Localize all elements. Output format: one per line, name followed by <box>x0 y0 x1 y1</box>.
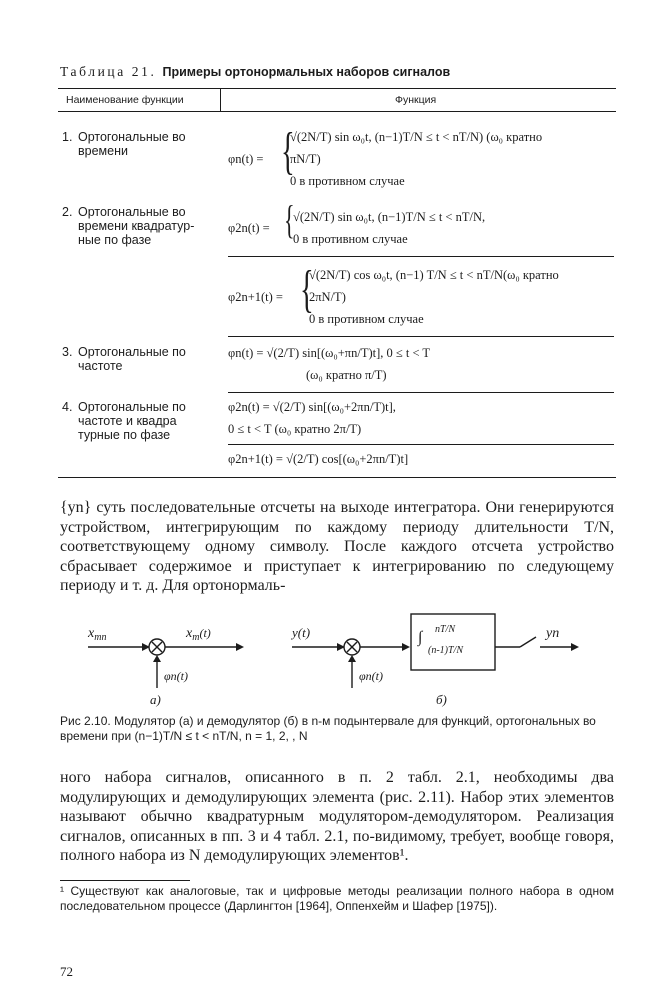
integrator-box <box>411 614 495 670</box>
formula-row-divider-4 <box>228 392 614 393</box>
demod-input-label: y(t) <box>292 625 311 640</box>
footnote: ¹ Существуют как аналоговые, так и цифровые методы реализации полного набора в одном последовательном процессе (Дарлингтон [1964], Оппенхейм и Шафер [1975]). <box>60 884 614 913</box>
mod-output-label: $x_m(t)$ <box>186 626 211 643</box>
formula-4b-line-1: φ2n+1(t) = √(2/T) cos[(ω₀+2πn/T)t] <box>228 452 409 466</box>
formula-1-line-2: πN/T) <box>290 152 321 166</box>
demod-phi-label: φn(t) <box>359 669 383 683</box>
formula-1-brace: { <box>281 123 295 180</box>
table-row-2-name: 2. Ортогональные во времени квадратур-ные по фазе <box>62 205 195 247</box>
table-header-rule <box>58 111 616 112</box>
table-header-divider <box>220 88 221 111</box>
footnote-rule <box>60 880 190 881</box>
body-paragraph-1: {yn} суть последовательные отсчеты на выходе интегратора. Они генерируются устройством, интегрирующим по каждому периоду длительности T/N, соответствующему одному символу. После каждого отсчета устройство сбрасывает содержимое и приступает к интегрированию по следующему периоду и т. д. Для ортонормаль- <box>60 499 614 594</box>
formula-3-line-1: φn(t) = √(2/T) sin[(ω₀+πn/T)t], 0 ≤ t < T <box>228 346 431 360</box>
formula-2-divider <box>228 256 614 257</box>
table-caption-title: Примеры ортонормальных наборов сигналов <box>162 65 451 79</box>
formula-2b-lhs: φ2n+1(t) = <box>228 290 283 304</box>
body-paragraph-2: ного набора сигналов, описанного в п. 2 табл. 2.1, необходимы два модулирующих и демодулирующих элемента (рис. 2.11). Набор этих элементов называют обычно квадратурным модулятором-демодулятором. Реализация сигналов, описанных в пп. 3 и 4 табл. 2.1, по-видимому, требует, вообще говоря, полного набора из N демодулирующих элементов¹. <box>60 769 614 864</box>
formula-2b-line-3: 0 в противном случае <box>309 312 424 326</box>
integral-lower: (n-1)T/N <box>428 645 463 656</box>
figure-2-10 <box>60 610 620 710</box>
formula-4-divider <box>228 444 614 445</box>
table-top-rule <box>58 88 616 89</box>
formula-row-divider-3 <box>228 336 614 337</box>
table-row-3-name: 3. Ортогональные по частоте <box>62 345 186 373</box>
sampling-switch <box>520 637 536 647</box>
formula-4a-line-2: 0 ≤ t < T (ω₀ кратно 2π/T) <box>228 422 362 436</box>
formula-2a-lhs: φ2n(t) = <box>228 221 270 235</box>
integral-sign: ∫ <box>418 629 423 646</box>
figure-caption: Рис 2.10. Модулятор (a) и демодулятор (б) в n-м подынтервале для функций, ортогональных во времени при (n−1)T/N ≤ t < nT/N, n = 1, 2, , N <box>60 714 596 743</box>
mod-phi-label: φn(t) <box>164 669 188 683</box>
table-header-name: Наименование функции <box>66 94 184 106</box>
table-header-function: Функция <box>395 94 437 106</box>
table-bottom-rule <box>58 477 616 478</box>
table-caption <box>60 64 620 80</box>
demod-output-label: yn <box>546 626 560 641</box>
table-caption-label: Таблица 21. <box>60 64 157 79</box>
mod-input-label: $x_{mn}$ <box>88 626 107 643</box>
formula-1-line-3: 0 в противном случае <box>290 174 405 188</box>
figure-label-b: б) <box>436 692 447 707</box>
table-row-4-name: 4. Ортогональные по частоте и квадра турные по фазе <box>62 400 186 442</box>
formula-2a-brace: { <box>284 197 295 242</box>
formula-2b-line-1: √(2N/T) cos ω₀t, (n−1) T/N ≤ t < nT/N(ω₀ кратно <box>309 268 559 282</box>
figure-label-a: а) <box>150 692 161 707</box>
formula-1-line-1: √(2N/T) sin ω₀t, (n−1)T/N ≤ t < nT/N) (ω₀ кратно <box>290 130 543 144</box>
formula-2a-line-1: √(2N/T) sin ω₀t, (n−1)T/N ≤ t < nT/N, <box>293 210 486 224</box>
integral-upper: nT/N <box>435 624 456 635</box>
formula-2a-line-2: 0 в противном случае <box>293 232 408 246</box>
formula-4a-line-1: φ2n(t) = √(2/T) sin[(ω₀+2πn/T)t], <box>228 400 396 414</box>
formula-1-lhs: φn(t) = <box>228 152 264 166</box>
formula-2b-line-2: 2πN/T) <box>309 290 346 304</box>
formula-3-line-2: (ω₀ кратно π/T) <box>306 368 387 382</box>
page-number: 72 <box>60 964 73 979</box>
formula-2b-brace: { <box>300 261 314 318</box>
table-row-1-name: 1. Ортогональные во времени <box>62 130 186 158</box>
